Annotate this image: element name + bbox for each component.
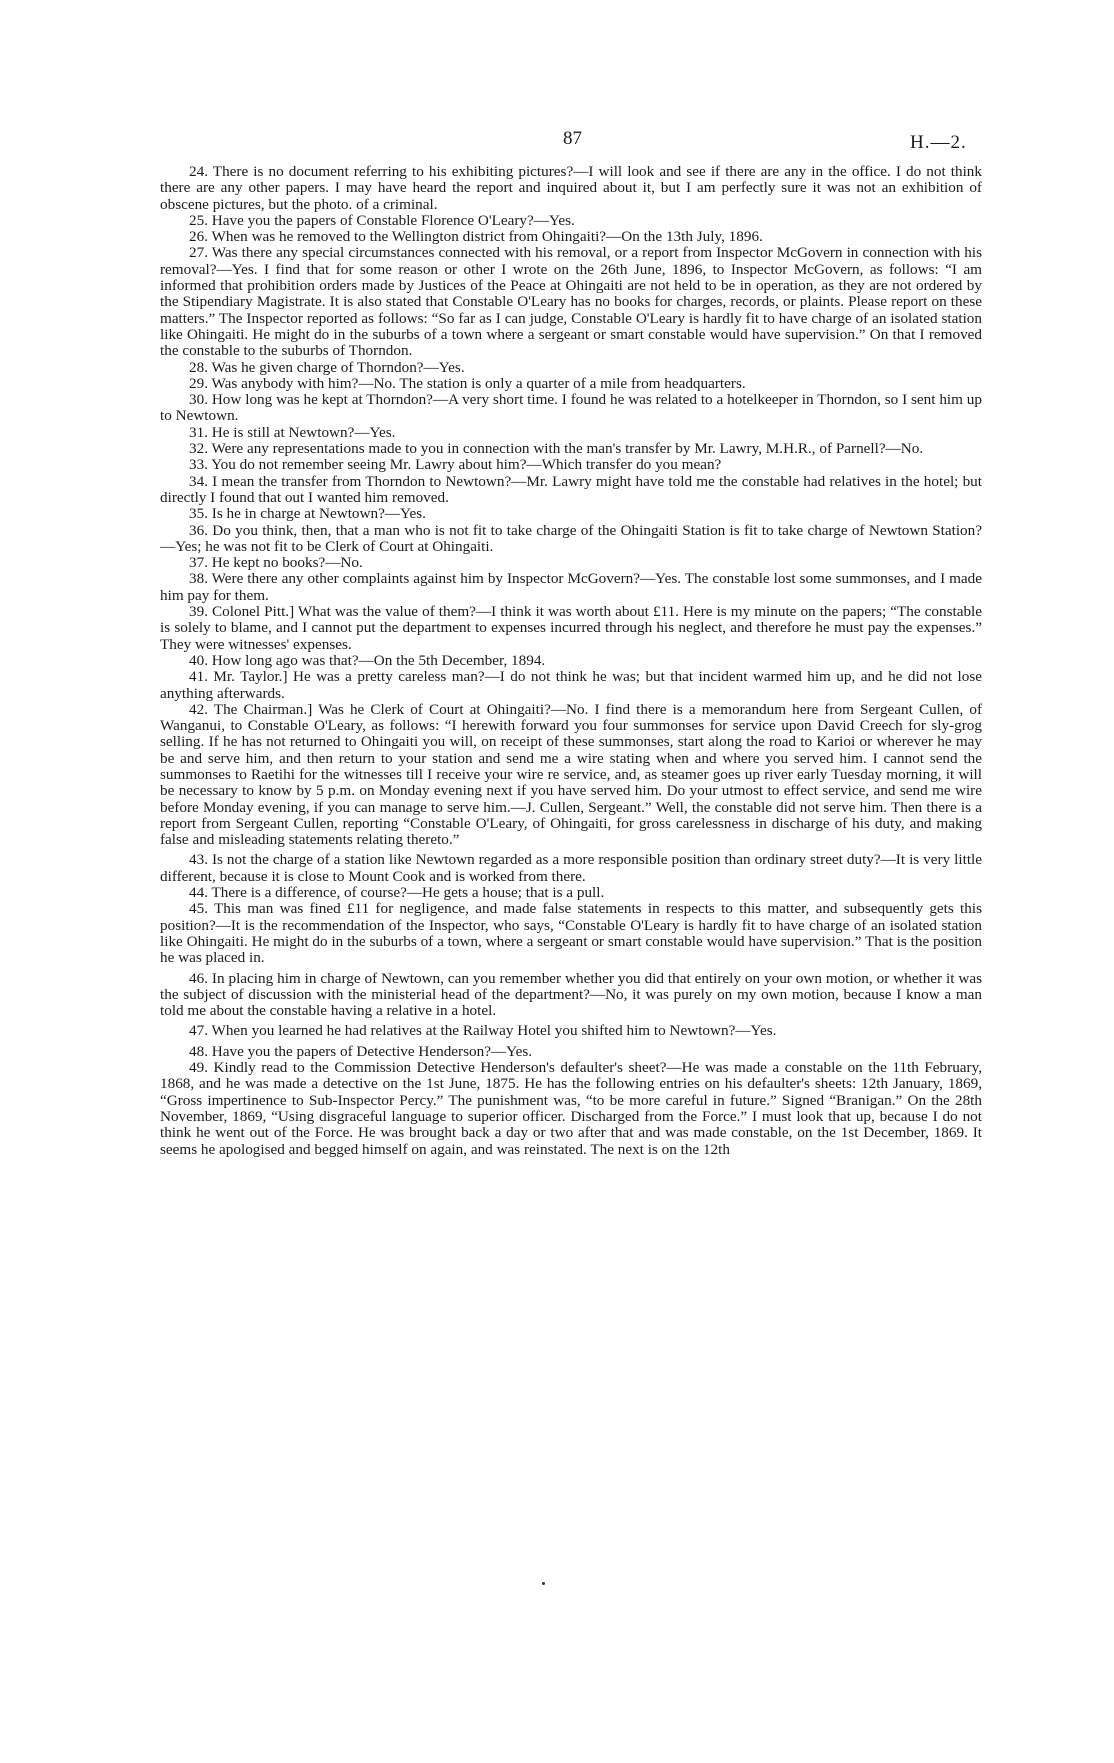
page-header	[0, 124, 1114, 164]
paragraph-48: 48. Have you the papers of Detective Henderson?—Yes.	[189, 1042, 533, 1060]
paragraph-26: 26. When was he removed to the Wellington district from Ohingaiti?—On the 13th July, 1896.	[189, 228, 763, 246]
document-code: H.—2.	[910, 132, 967, 153]
paragraph-47: 47. When you learned he had relatives at the Railway Hotel you shifted him to Newtown?—Yes.	[189, 1022, 777, 1040]
paragraph-46: 46. In placing him in charge of Newtown, can you remember whether you did that entirely on your own motion, or whether it was the subject of discussion with the ministerial head of the department?—No, it was purely on my own motion, because I know a man told me about the constable having a relative in a hotel.	[160, 969, 982, 1020]
paragraph-25: 25. Have you the papers of Constable Florence O'Leary?—Yes.	[189, 211, 575, 229]
paragraph-27: 27. Was there any special circumstances connected with his removal, or a report from Inspector McGovern in connection with his removal?—Yes. I find that for some reason or other I wrote on the 26th June, 1896, to Inspector McGovern, as follows: “I am informed that prohibition orders made by Justices of the Peace at Ohingaiti are not held to be in operation, as they are not ordered by the Stipendiary Magistrate. It is also stated that Constable O'Leary has no books for charges, records, or plaints. Please report on these matters.” The Inspector reported as follows: “So far as I can judge, Constable O'Leary is hardly fit to have charge of an isolated station like Ohingaiti. He might do in the suburbs of a town where a sergeant or smart constable would have supervision.” On that I removed the constable to the suburbs of Thorndon.	[160, 244, 982, 360]
paragraph-32: 32. Were any representations made to you in connection with the man's transfer by Mr. Lawry, M.H.R., of Parnell?—No.	[189, 440, 924, 458]
paragraph-29: 29. Was anybody with him?—No. The station is only a quarter of a mile from headquarters.	[189, 374, 746, 392]
paragraph-30: 30. How long was he kept at Thorndon?—A very short time. I found he was related to a hotelkeeper in Thorndon, so I sent him up to Newtown.	[160, 391, 982, 425]
paragraph-35: 35. Is he in charge at Newtown?—Yes.	[189, 505, 426, 523]
paragraph-36: 36. Do you think, then, that a man who is not fit to take charge of the Ohingaiti Station is fit to take charge of Newtown Station?—Yes; he was not fit to be Clerk of Court at Ohingaiti.	[160, 521, 982, 555]
paragraph-49: 49. Kindly read to the Commission Detective Henderson's defaulter's sheet?—He was made a constable on the 11th February, 1868, and he was made a detective on the 1st June, 1875. He has the following entries on his defaulter's sheets: 12th January, 1869, “Gross impertinence to Sub-Inspector Percy.” The punishment was, “to be more careful in future.” Signed “Branigan.” On the 28th November, 1869, “Using disgraceful language to superior officer. Discharged from the Force.” I must look that up, because I do not think he went out of the Force. He was brought back a day or two after that and was made constable, on the 1st December, 1869. It seems he apologised and begged himself on again, and was reinstated. The next is on the 12th	[160, 1059, 982, 1158]
body-text	[160, 164, 982, 1158]
paragraph-31: 31. He is still at Newtown?—Yes.	[189, 423, 396, 441]
paragraph-24: 24. There is no document referring to his exhibiting pictures?—I will look and see if there are any in the office. I do not think there are any other papers. I may have heard the report and inquired about it, but I am perfectly sure it was not an exhibition of obscene pictures, but the photo. of a criminal.	[160, 163, 982, 213]
paragraph-38: 38. Were there any other complaints against him by Inspector McGovern?—Yes. The constable lost some summonses, and I made him pay for them.	[160, 570, 982, 604]
paragraph-37: 37. He kept no books?—No.	[189, 554, 363, 572]
paragraph-39: 39. Colonel Pitt.] What was the value of them?—I think it was worth about £11. Here is my minute on the papers; “The constable is solely to blame, and I cannot put the department to expenses incurred through his neglect, and therefore he must pay the expenses.” They were witnesses' expenses.	[160, 603, 982, 653]
paragraph-28: 28. Was he given charge of Thorndon?—Yes.	[189, 358, 465, 376]
page-number: 87	[563, 128, 582, 149]
paragraph-41: 41. Mr. Taylor.] He was a pretty careless man?—I do not think he was; but that incident warmed him up, and he did not lose anything afterwards.	[160, 668, 982, 702]
paragraph-34: 34. I mean the transfer from Thorndon to Newtown?—Mr. Lawry might have told me the constable had relatives in the hotel; but directly I found that out I wanted him removed.	[160, 472, 982, 506]
paragraph-42: 42. The Chairman.] Was he Clerk of Court at Ohingaiti?—No. I find there is a memorandum here from Sergeant Cullen, of Wanganui, to Constable O'Leary, as follows: “I herewith forward you four summonses for service upon David Creech for sly-grog selling. If he has not returned to Ohingaiti you will, on receipt of these summonses, start along the road to Karioi or wherever he may be and serve him, and then return to your station and send me a wire stating when and where you served him. I cannot send the summonses to Raetihi for the witnesses till I receive your wire re service, and, as steamer goes up river early Tuesday morning, it will be necessary to know by 5 p.m. on Monday evening next if you have served him. Do your utmost to effect service, and send me wire before Monday evening, if you can manage to serve him.—J. Cullen, Sergeant.” Well, the constable did not serve him. Then there is a report from Sergeant Cullen, reporting “Constable O'Leary, of Ohingaiti, for gross carelessness in discharge of his duty, and making false and misleading statements relating thereto.”	[160, 700, 982, 849]
footer-dot-mark	[542, 1582, 545, 1585]
paragraph-43: 43. Is not the charge of a station like Newtown regarded as a more responsible position than ordinary street duty?—It is very little different, because it is close to Mount Cook and is worked from there.	[160, 851, 982, 885]
paragraph-33: 33. You do not remember seeing Mr. Lawry about him?—Which transfer do you mean?	[189, 456, 722, 474]
paragraph-44: 44. There is a difference, of course?—He gets a house; that is a pull.	[189, 884, 605, 902]
paragraph-40: 40. How long ago was that?—On the 5th December, 1894.	[189, 651, 546, 669]
paragraph-45: 45. This man was fined £11 for negligence, and made false statements in respects to this matter, and subsequently gets this position?—It is the recommendation of the Inspector, who says, “Constable O'Leary is hardly fit to have charge of an isolated station like Ohingaiti. He might do in the suburbs of a town, where a sergeant or smart constable would have supervision.” That is the position he was placed in.	[160, 900, 982, 967]
